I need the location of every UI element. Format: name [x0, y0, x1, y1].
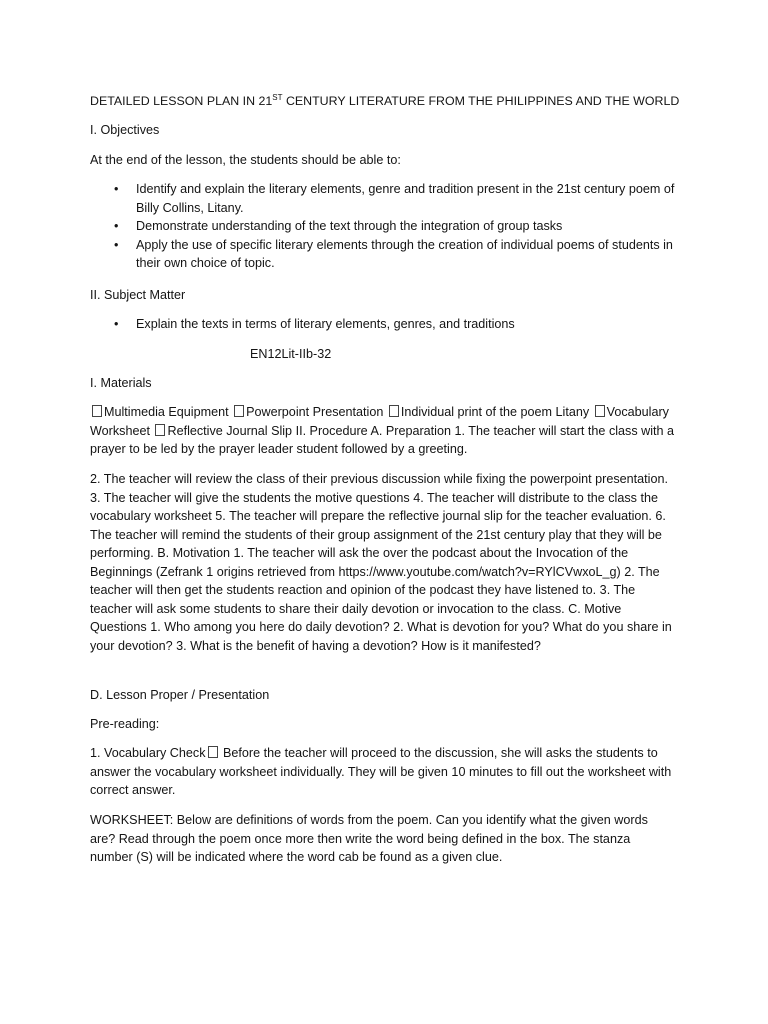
materials-heading: I. Materials [90, 376, 152, 390]
subject-matter-list [90, 315, 675, 334]
subject-matter-heading: II. Subject Matter [90, 288, 186, 302]
missing-glyph-icon [595, 405, 605, 417]
materials-paragraph: Multimedia Equipment Powerpoint Presentation Individual print of the poem Litany Vocabulary Worksheet Reflective Journal Slip II. Procedure A. Preparation 1. The teacher will start the class with a prayer to be led by the prayer leader student followed by a greeting. [90, 405, 675, 456]
objectives-heading: I. Objectives [90, 123, 160, 137]
missing-glyph-icon [389, 405, 399, 417]
list-item: • Apply the use of specific literary elements through the creation of individual poems of students in their own choice of topic. [90, 236, 675, 273]
procedure-paragraph: 2. The teacher will review the class of their previous discussion while fixing the powerpoint presentation. 3. The teacher will give the students the motive questions 4. The teacher will distribute to the class the vocabulary worksheet 5. The teacher will prepare the reflective journal slip for the teacher evaluation. 6. The teacher will remind the students of their group assignment of the 21st century play that they will be performing. B. Motivation 1. The teacher will ask the over the podcast about the Invocation of the Beginnings (Zefrank 1 origins retrieved from https://www.youtube.com/watch?v=RYlCVwxoL_g) 2. The teacher will then get the students reaction and opinion of the podcast they have listened to. 3. The teacher will ask some students to share their daily devotion or invocation to the class. C. Motive Questions 1. Who among you here do daily devotion? 2. What is devotion for you? What do you share in your devotion? 3. What is the benefit of having a devotion? How is it manifested? [90, 472, 672, 653]
worksheet-paragraph: WORKSHEET: Below are definitions of words from the poem. Can you identify what the given words are? Read through the poem once more then write the word being defined in the box. The stanza number (S) will be indicated where the word cab be found as a given clue. [90, 813, 648, 864]
missing-glyph-icon [208, 746, 218, 758]
objectives-list [90, 180, 675, 273]
title-superscript: ST [272, 93, 283, 102]
pre-reading-heading: Pre-reading: [90, 717, 160, 731]
vocabulary-check-paragraph: 1. Vocabulary Check Before the teacher will proceed to the discussion, she will asks the students to answer the vocabulary worksheet individually. They will be given 10 minutes to fill out the worksheet with correct answer. [90, 746, 672, 797]
competency-code: EN12Lit-IIb-32 [250, 347, 332, 361]
list-item: • Identify and explain the literary elements, genre and tradition present in the 21st century poem of Billy Collins, Litany. [90, 180, 675, 217]
list-item: • Explain the texts in terms of literary elements, genres, and traditions [90, 315, 675, 334]
objectives-intro: At the end of the lesson, the students should be able to: [90, 153, 401, 167]
missing-glyph-icon [92, 405, 102, 417]
list-item: • Demonstrate understanding of the text through the integration of group tasks [90, 217, 675, 236]
lesson-proper-heading: D. Lesson Proper / Presentation [90, 688, 270, 702]
missing-glyph-icon [155, 424, 165, 436]
document-title: DETAILED LESSON PLAN IN 21ST CENTURY LITERATURE FROM THE PHILIPPINES AND THE WORLD [90, 93, 680, 108]
missing-glyph-icon [234, 405, 244, 417]
